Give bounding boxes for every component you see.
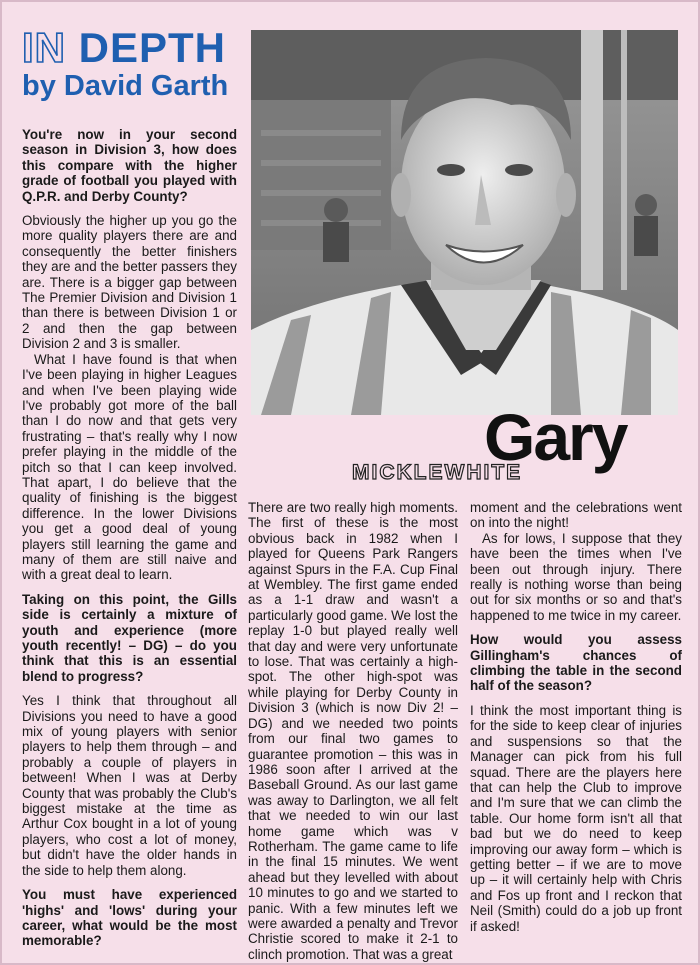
byline: by David Garth	[22, 70, 229, 102]
player-portrait-image	[251, 30, 678, 415]
question-4: How would you assess Gillingham's chances of climbing the table in the second half of the season?	[470, 632, 682, 694]
answer-1: Obviously the higher up you go the more quality players there are and consequently the better finishers they are and the better passers they are. There is a bigger gap between The Premier Division and Division 1 than there is between Division 1 or 2 and then the gap between Division 2 and 3 is smaller.	[22, 213, 237, 352]
answer-4: I think the most important thing is for the side to keep clear of injuries and suspensions so that the Manager can pick from his full squad. There are the players here that can help the Club to improve and I'm sure that we can climb the table. Our home form isn't all that bad but we do need to keep improving our away form – which is getting better – if we are to move up – it will certainly help with Chris and Fos up front and I reckon that Neil (Smith) could do a job up front if asked!	[470, 702, 682, 934]
column-middle	[248, 500, 458, 962]
subject-first-name: Gary	[484, 400, 627, 474]
answer-3b: As for lows, I suppose that they have been the times when I've been out through injury. There really is nothing worse than being out for six months or so and that's happened to me twice in my career.	[470, 530, 682, 623]
answer-1b: What I have found is that when I've been playing in higher Leagues and when I've been playing wide I've probably got more of the ball than I do now and that gets very frustrating – that's really why I now prefer playing in the middle of the pitch so that I can keep involved. That apart, I do believe that the quality of finishing is the biggest difference. In the lower Divisions you get a good deal of young players still learning the game and many of them are still naive and with a great deal to learn.	[22, 351, 237, 583]
answer-3-continued: moment and the celebrations went on into the night!	[470, 500, 682, 531]
question-3: You must have experienced 'highs' and 'lows' during your career, what would be the most memorable?	[22, 887, 237, 949]
question-2: Taking on this point, the Gills side is certainly a mixture of youth and experience (more youth recently! – DG) – do you think that this is an essential blend to progress?	[22, 591, 237, 684]
answer-2: Yes I think that throughout all Divisions you need to have a good mix of young players with senior players to help them through – and probably a couple of players in between! When I was at Derby County that was probably the Club's biggest mistake at the time as Arthur Cox bought in a lot of young players, who cost a lot of money, but didn't have the older hands in the side to help them along.	[22, 693, 237, 878]
title-in: IN	[22, 24, 66, 71]
column-left	[22, 127, 237, 949]
answer-3: There are two really high moments. The first of these is the most obvious back in 1982 when I played for Queens Park Rangers against Spurs in the F.A. Cup Final at Wembley. The first game ended as a 1-1 draw and wasn't a particularly good game. We lost the replay 1-0 but played really well that day and were very unfortunate to lose. That was certainly a high-spot. The other high-spot was while playing for Derby County in Division 3 (which is now Div 2! – DG) and we needed two points from our final two games to guarantee promotion – this was in 1986 soon after I arrived at the Baseball Ground. As our last game was away to Darlington, we all felt that we needed to win our last home game which was v Rotherham. The game came to life in the final 15 minutes. We went ahead but they levelled with about 10 minutes to go and we started to panic. With a few minutes left we were awarded a penalty and Trevor Christie scored to make it 2-1 to clinch promotion. That was a great	[248, 500, 458, 962]
column-right	[470, 500, 682, 934]
player-photo	[251, 30, 678, 415]
question-1: You're now in your second season in Division 3, how does this compare with the higher grade of football you played with Q.P.R. and Derby County?	[22, 127, 237, 204]
header-title	[22, 24, 247, 71]
title-depth: DEPTH	[78, 24, 227, 71]
article-header	[22, 24, 247, 102]
subject-last-name: MICKLEWHITE	[352, 461, 523, 484]
